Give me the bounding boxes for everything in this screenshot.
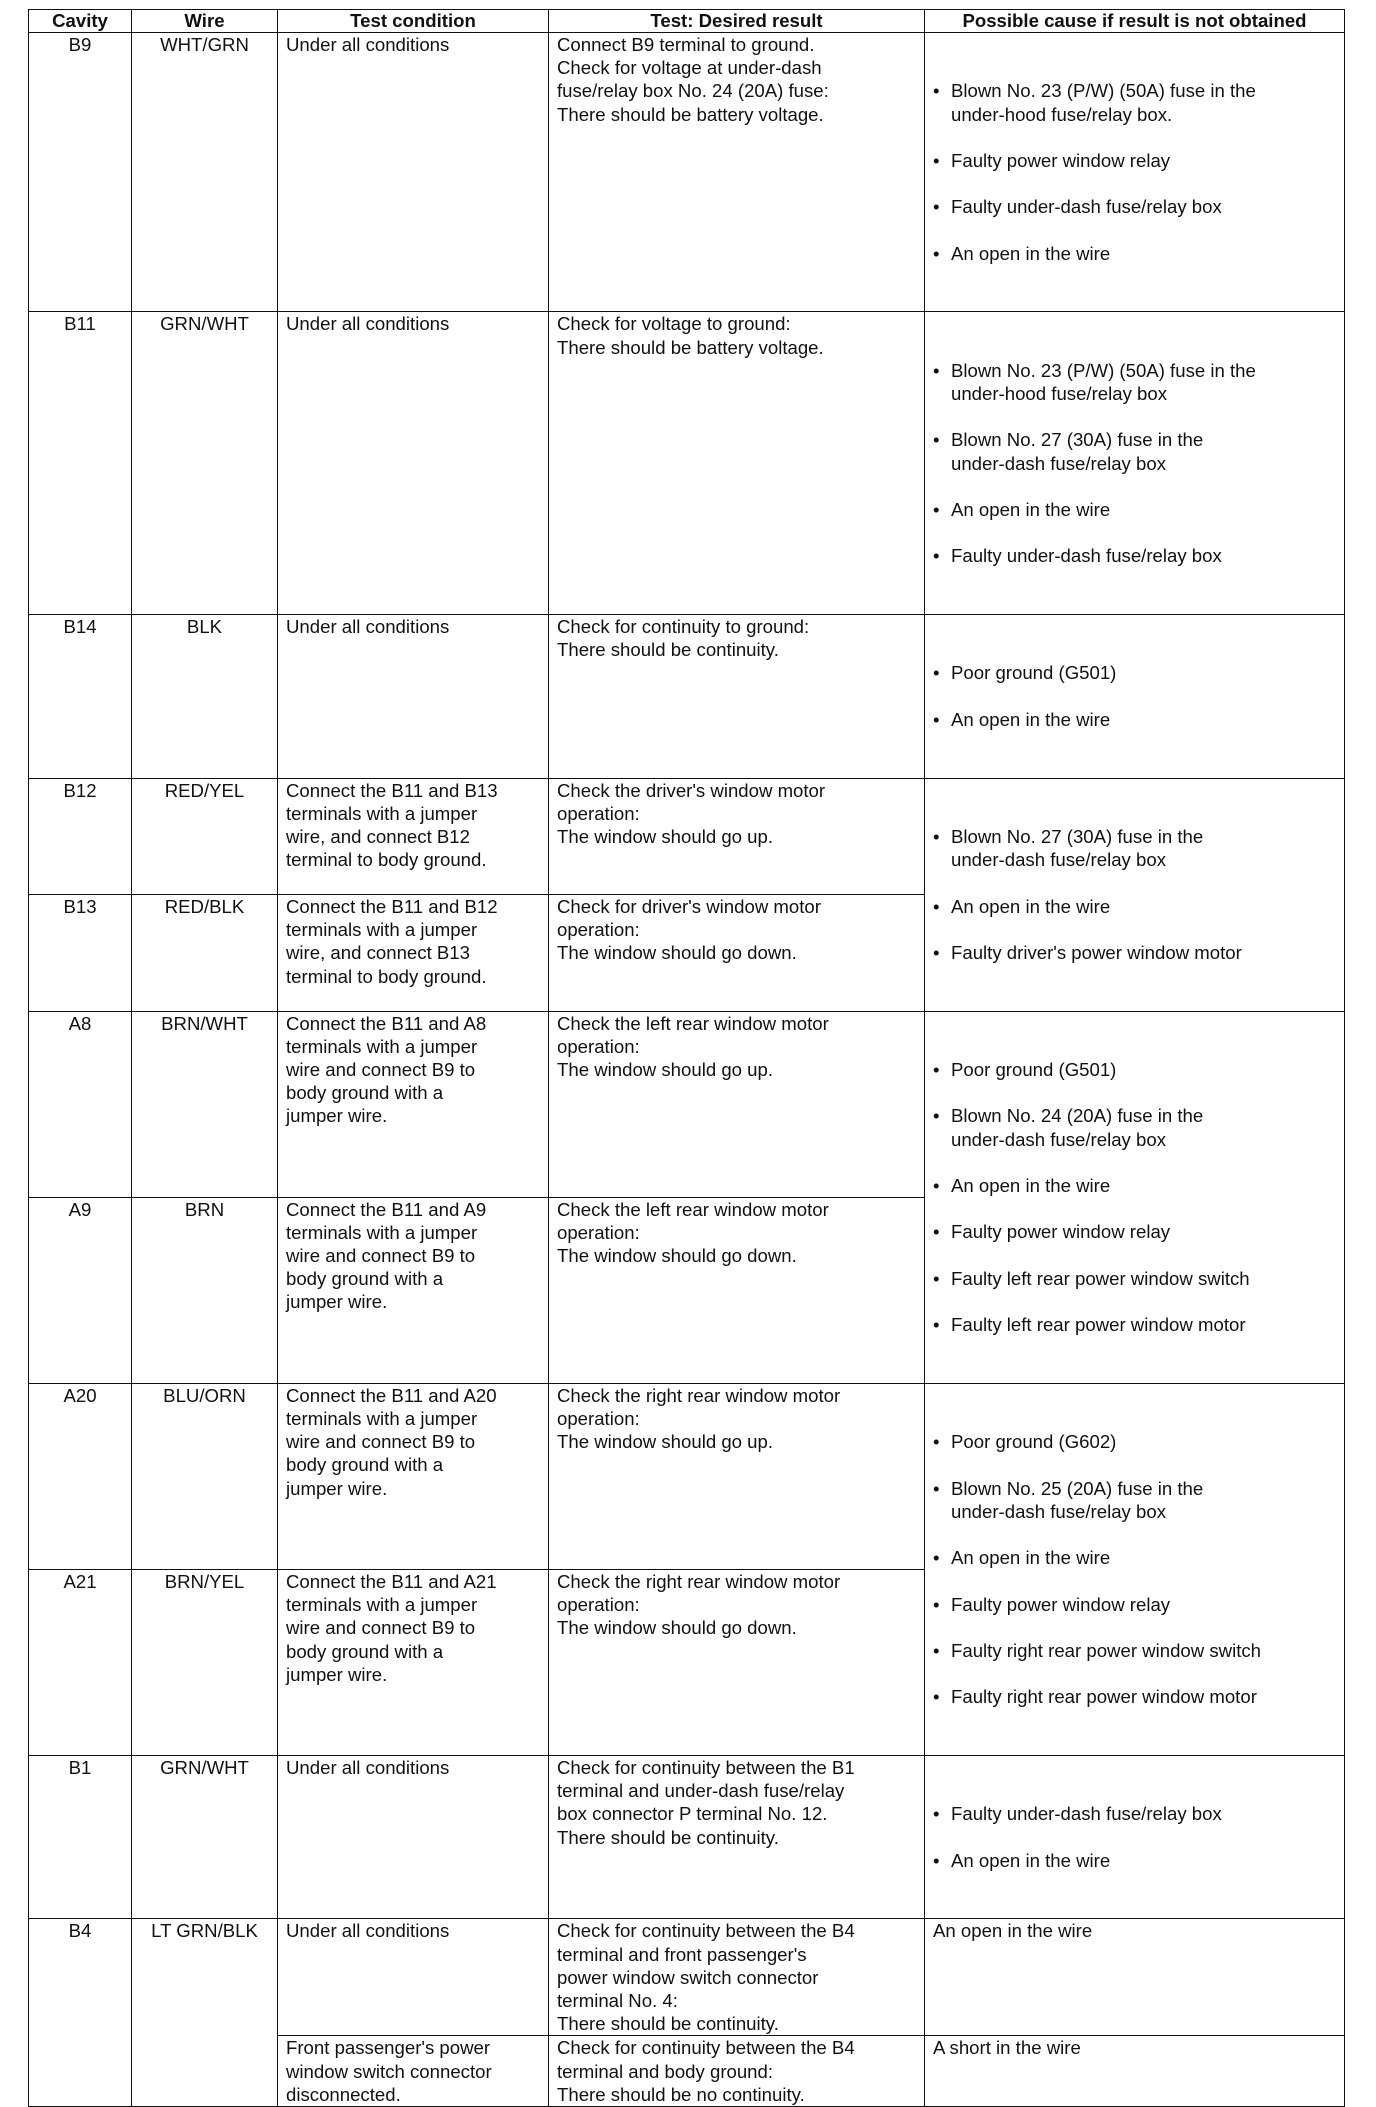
cause-item: • Poor ground (G602) — [951, 1430, 1336, 1453]
condition-cell: Front passenger's power window switch connector disconnected. — [278, 2036, 549, 2107]
condition-cell: Connect the B11 and A21 terminals with a jumper wire and connect B9 to body ground with a jumper wire. — [278, 1569, 549, 1755]
result-cell: Connect B9 terminal to ground. Check for voltage at under-dash fuse/relay box No. 24 (20A) fuse: There should be battery voltage. — [549, 33, 925, 312]
cause-item: • Faulty right rear power window switch — [951, 1639, 1336, 1662]
cause-item: • Blown No. 24 (20A) fuse in the under-dash fuse/relay box — [951, 1104, 1336, 1150]
cause-cell — [925, 1756, 1345, 1919]
cause-item: • Faulty left rear power window motor — [951, 1313, 1336, 1336]
wire-cell: BLU/ORN — [132, 1383, 278, 1569]
cavity-cell: A21 — [29, 1569, 132, 1755]
cause-cell — [925, 615, 1345, 778]
cause-list — [933, 336, 1336, 591]
cause-list — [933, 1779, 1336, 1895]
cause-item: • An open in the wire — [951, 242, 1336, 265]
header-test-condition: Test condition — [278, 10, 549, 33]
cause-cell — [925, 1383, 1345, 1755]
cause-item: • Faulty power window relay — [951, 1220, 1336, 1243]
troubleshooting-table — [28, 9, 1345, 2107]
condition-cell: Connect the B11 and B12 terminals with a jumper wire, and connect B13 terminal to body ground. — [278, 895, 549, 1012]
cause-item: • An open in the wire — [951, 1546, 1336, 1569]
table-row — [29, 615, 1345, 778]
condition-cell: Connect the B11 and B13 terminals with a jumper wire, and connect B12 terminal to body ground. — [278, 778, 549, 895]
wire-cell: LT GRN/BLK — [132, 1919, 278, 2107]
wire-cell: GRN/WHT — [132, 312, 278, 615]
condition-cell: Under all conditions — [278, 312, 549, 615]
cause-item: • Poor ground (G501) — [951, 661, 1336, 684]
cause-item: • An open in the wire — [951, 1174, 1336, 1197]
cause-item: • Blown No. 27 (30A) fuse in the under-dash fuse/relay box — [951, 428, 1336, 474]
cavity-cell: A8 — [29, 1011, 132, 1197]
result-cell: Check for continuity between the B4 terminal and body ground: There should be no continuity. — [549, 2036, 925, 2107]
cause-item: • Faulty right rear power window motor — [951, 1685, 1336, 1708]
cavity-cell: A9 — [29, 1197, 132, 1383]
table-row — [29, 1383, 1345, 1569]
wire-cell: GRN/WHT — [132, 1756, 278, 1919]
cause-item: • An open in the wire — [951, 895, 1336, 918]
table-row — [29, 778, 1345, 895]
cause-item: • Faulty power window relay — [951, 149, 1336, 172]
wire-cell: RED/YEL — [132, 778, 278, 895]
cause-item: • Faulty under-dash fuse/relay box — [951, 195, 1336, 218]
header-wire: Wire — [132, 10, 278, 33]
cause-item: • Faulty under-dash fuse/relay box — [951, 544, 1336, 567]
result-cell: Check the left rear window motor operation: The window should go down. — [549, 1197, 925, 1383]
cause-list — [933, 802, 1336, 988]
table-row — [29, 1919, 1345, 2036]
cause-item: • Blown No. 23 (P/W) (50A) fuse in the under-hood fuse/relay box. — [951, 79, 1336, 125]
wire-cell: BRN/YEL — [132, 1569, 278, 1755]
condition-cell: Connect the B11 and A8 terminals with a jumper wire and connect B9 to body ground with a jumper wire. — [278, 1011, 549, 1197]
cause-item: • Faulty under-dash fuse/relay box — [951, 1802, 1336, 1825]
wire-cell: BLK — [132, 615, 278, 778]
wire-cell: WHT/GRN — [132, 33, 278, 312]
header-desired-result: Test: Desired result — [549, 10, 925, 33]
condition-cell: Under all conditions — [278, 33, 549, 312]
result-cell: Check the right rear window motor operation: The window should go up. — [549, 1383, 925, 1569]
cause-cell — [925, 778, 1345, 1011]
wire-cell: RED/BLK — [132, 895, 278, 1012]
condition-cell: Connect the B11 and A20 terminals with a jumper wire and connect B9 to body ground with a jumper wire. — [278, 1383, 549, 1569]
wire-cell: BRN/WHT — [132, 1011, 278, 1197]
cavity-cell: A20 — [29, 1383, 132, 1569]
cavity-cell: B13 — [29, 895, 132, 1012]
wire-cell: BRN — [132, 1197, 278, 1383]
result-cell: Check for continuity to ground: There should be continuity. — [549, 615, 925, 778]
cavity-cell: B1 — [29, 1756, 132, 1919]
cavity-cell: B11 — [29, 312, 132, 615]
result-cell: Check the right rear window motor operation: The window should go down. — [549, 1569, 925, 1755]
table-row — [29, 33, 1345, 312]
cause-list — [933, 638, 1336, 754]
cause-item: • Blown No. 23 (P/W) (50A) fuse in the under-hood fuse/relay box — [951, 359, 1336, 405]
condition-cell: Connect the B11 and A9 terminals with a jumper wire and connect B9 to body ground with a jumper wire. — [278, 1197, 549, 1383]
cause-item: • Poor ground (G501) — [951, 1058, 1336, 1081]
result-cell: Check the driver's window motor operation: The window should go up. — [549, 778, 925, 895]
cause-cell — [925, 33, 1345, 312]
cause-list — [933, 1407, 1336, 1732]
table-row — [29, 312, 1345, 615]
cavity-cell: B12 — [29, 778, 132, 895]
result-cell: Check the left rear window motor operation: The window should go up. — [549, 1011, 925, 1197]
cause-item: • Blown No. 25 (20A) fuse in the under-dash fuse/relay box — [951, 1477, 1336, 1523]
header-cavity: Cavity — [29, 10, 132, 33]
header-possible-cause: Possible cause if result is not obtained — [925, 10, 1345, 33]
table-row — [29, 1011, 1345, 1197]
cause-item: • Faulty power window relay — [951, 1593, 1336, 1616]
cause-item: • Faulty driver's power window motor — [951, 941, 1336, 964]
result-cell: Check for driver's window motor operation: The window should go down. — [549, 895, 925, 1012]
cause-text: A short in the wire — [933, 2037, 1081, 2059]
cause-item: • An open in the wire — [951, 708, 1336, 731]
result-cell: Check for continuity between the B4 terminal and front passenger's power window switch connector terminal No. 4: There should be continuity. — [549, 1919, 925, 2036]
result-cell: Check for voltage to ground: There should be battery voltage. — [549, 312, 925, 615]
table-row — [29, 1756, 1345, 1919]
cause-cell — [925, 312, 1345, 615]
condition-cell: Under all conditions — [278, 1919, 549, 2036]
cause-cell — [925, 1919, 1345, 2036]
header-row — [29, 10, 1345, 33]
cause-list — [933, 1035, 1336, 1360]
cause-item: • Faulty left rear power window switch — [951, 1267, 1336, 1290]
condition-cell: Under all conditions — [278, 1756, 549, 1919]
condition-cell: Under all conditions — [278, 615, 549, 778]
cause-list — [933, 56, 1336, 288]
result-cell: Check for continuity between the B1 terminal and under-dash fuse/relay box connector P terminal No. 12. There should be continuity. — [549, 1756, 925, 1919]
cause-item: • Blown No. 27 (30A) fuse in the under-dash fuse/relay box — [951, 825, 1336, 871]
cause-cell — [925, 2036, 1345, 2107]
cavity-cell: B14 — [29, 615, 132, 778]
cause-text: An open in the wire — [933, 1920, 1093, 1942]
cavity-cell: B4 — [29, 1919, 132, 2107]
cause-item: • An open in the wire — [951, 498, 1336, 521]
cause-item: • An open in the wire — [951, 1849, 1336, 1872]
cause-cell — [925, 1011, 1345, 1383]
cavity-cell: B9 — [29, 33, 132, 312]
